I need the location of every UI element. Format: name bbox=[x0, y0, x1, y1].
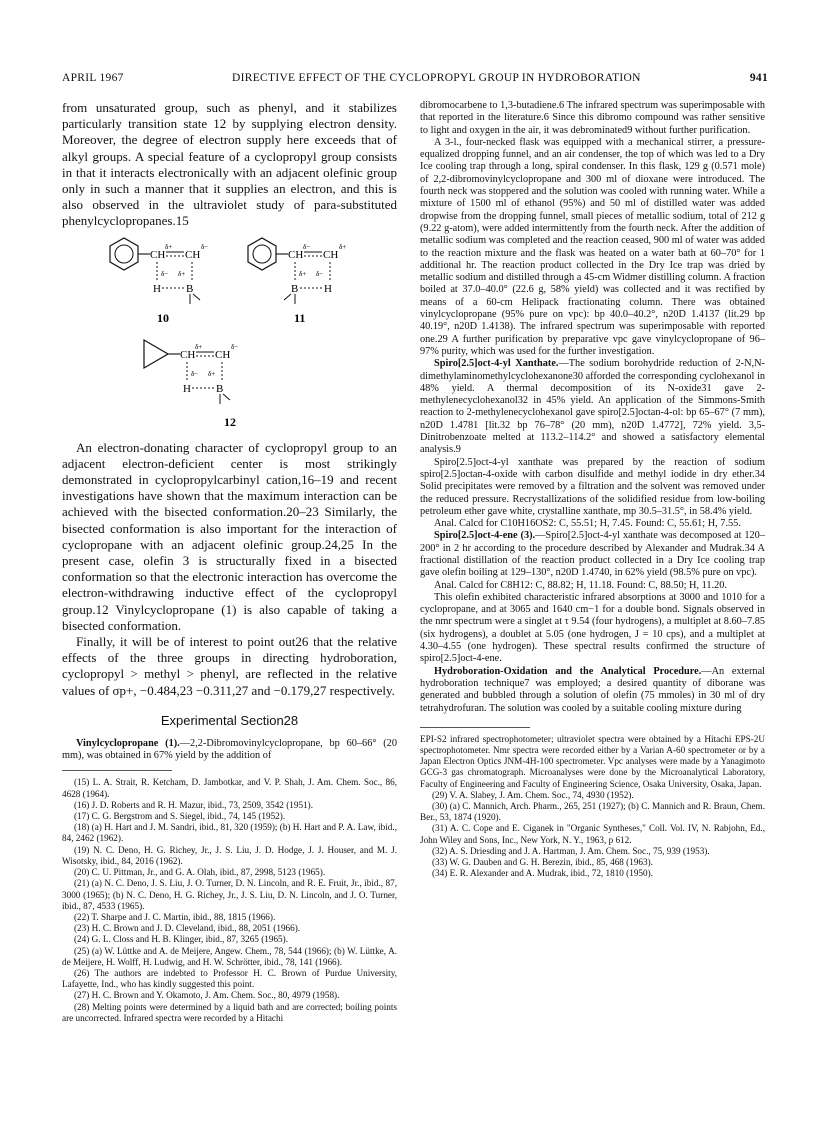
structure-diagram-10-11 bbox=[62, 236, 397, 328]
ref-33: (33) W. G. Dauben and G. H. Berezin, ibid., 85, 468 (1963). bbox=[432, 857, 653, 868]
exp1-heading: Vinylcyclopropane (1). bbox=[76, 737, 180, 749]
page-number: 941 bbox=[749, 72, 768, 84]
right-para-2: A 3-l., four-necked flask was equipped with a mechanical stirrer, a pressure-equalized dropping funnel, and an air condenser, the top of which was led to a Dry Ice cooling trap through a long, spiral condenser. In this flask, 129 g (0.571 mole) of 2,2-dibromovinylcyclopropane and 300 ml of dioxane were introduced. The fourth neck was stoppered and the solution was cooled with running water. While a mixture of 1500 ml of ethanol (95%) and 50 ml of distilled water was added dropwise from the dropping funnel, small pieces of metallic sodium, total of 212 g (9.22 g-atom), were added intermittently from the fourth neck. After the addition of metallic sodium was completed and the reaction ceased, 900 ml of water was added to the reaction mixture and the flask was heated on a water bath at 60–70° for 1 additional hr. The reaction product collected in the Dry Ice trap was dried by metallic sodium and distilled through a 45-cm Widmer distilling column. A fraction boiled at 37.0–40.0° (22.6 g, 58% yield) was collected and it was rectified by means of a 60-cm Helipack fractionating column. There was obtained vinylcyclopropane (95% pure on vpc): bp 40.0–40.2°, n20D 1.4137 (lit.29 bp 40.19°, n20D 1.4138). The infrared spectrum was superimposable with reported one.29 A further purification by preparative vpc gave vinylcyclopropane of 96–97% purity, which was used for the further investigation. bbox=[420, 136, 765, 357]
s10-b: B bbox=[186, 282, 194, 295]
ref-22: (22) T. Sharpe and J. C. Martin, ibid., 88, 1815 (1966). bbox=[74, 911, 276, 922]
running-header bbox=[62, 72, 768, 90]
ref-16: (16) J. D. Roberts and R. H. Mazur, ibid., 73, 2509, 3542 (1951). bbox=[74, 799, 313, 810]
right-para-7: Anal. Calcd for C8H12: C, 88.82; H, 11.18. Found: C, 88.50; H, 11.20. bbox=[434, 579, 727, 591]
octene-text: —Spiro[2.5]oct-4-yl xanthate was decomposed at 120–200° in 2 hr according to the procedure described by Alexander and Mudrak.34 A fractional distillation of the reaction product collected in a Dry Ice cooling trap gave olefin boiling at 129–130°, n20D 1.4740, in 62% yield (98.5% pure on vpc). bbox=[420, 530, 765, 579]
ref-24: (24) G. L. Closs and H. B. Klinger, ibid., 87, 3265 (1965). bbox=[74, 934, 288, 945]
structures-10-11 bbox=[62, 236, 397, 328]
left-para-3: Finally, it will be of interest to point out26 that the relative effects of the three groups in directing hydroboration, cyclopropyl > methyl > phenyl, are reflected in the relative values of σp+, −0.484,23 −0.311,27 and −0.179,27 respectively. bbox=[62, 634, 397, 698]
ref-25: (25) (a) W. Lüttke and A. de Meijere, Angew. Chem., 78, 544 (1966); (b) W. Lüttke, A. de Meijere, H. Wolff, H. Ludwig, and H. W. Schrötter, ibid., 78, 141 (1966). bbox=[62, 945, 397, 967]
right-references bbox=[420, 790, 765, 880]
ref-28: (28) Melting points were determined by a liquid bath and are corrected; boiling points are uncorrected. Infrared spectra were recorded by a Hitachi bbox=[62, 1001, 397, 1023]
s12-ch2: CH bbox=[215, 348, 231, 361]
exp1-text: —2,2-Dibromovinylcyclopropane, bp 60–66° (20 mm), was obtained in 67% yield by the addition of bbox=[62, 737, 397, 762]
right-para-5: Anal. Calcd for C10H16OS2: C, 55.51; H, 7.45. Found: C, 55.61; H, 7.55. bbox=[434, 518, 741, 530]
left-para-1: from unsaturated group, such as phenyl, and it stabilizes particularly transition state 12 by supplying electron density. Moreover, the degree of electron supply here exceeds that of alkyl groups. A special feature of a cyclopropyl group consists in that it interacts electronically with an adjacent olefinic group only in such a manner that it supplies an electron, and this is also observed in the ultraviolet study of para-substituted phenylcyclopropanes.15 bbox=[62, 100, 397, 229]
ref-23: (23) H. C. Brown and J. D. Cleveland, ibid., 88, 2051 (1966). bbox=[74, 923, 301, 934]
header-date: APRIL 1967 bbox=[62, 72, 124, 84]
s12-b: B bbox=[216, 382, 224, 395]
s12-label: 12 bbox=[224, 414, 236, 429]
ref-26: (26) The authors are indebted to Professor H. C. Brown of Purdue University, Lafayette, Ind., who has kindly suggested this point. bbox=[62, 967, 397, 990]
s12-dplus: δ+ bbox=[195, 342, 203, 351]
xanthate-text: —The sodium borohydride reduction of 2-N,N-dimethylaminomethylcyclohexanone30 afforded the corresponding cyclohexanol in 48% yield. A thermal decomposition of its N-oxide31 gave 2-methylenecyclohexanol32 in 45% yield. An application of the Simmons-Smith reaction to 2-methylenecyclohexanol gave spiro[2.5]octan-4-ol: bp 65–67° (7 mm), n20D 1.4781 [lit.32 bp 76–78° (20 mm), n20D 1.4772], 72% yield. 3,5-Dinitrobenzoate melted at 113.2–114.2° and showed a satisfactory elemental analysis.9 bbox=[420, 358, 765, 456]
left-references bbox=[62, 777, 397, 1023]
s12-h-dminus: δ− bbox=[191, 369, 199, 378]
s12-h: H bbox=[183, 382, 191, 395]
s10-ch2: CH bbox=[185, 248, 201, 261]
ref-18: (18) (a) H. Hart and J. M. Sandri, ibid., 81, 320 (1959); (b) H. Hart and P. A. Law, ibid., 84, 2462 (1962). bbox=[62, 822, 397, 844]
ref-21: (21) (a) N. C. Deno, J. S. Liu, J. O. Turner, D. N. Lincoln, and R. E. Fruit, Jr., ibid., 87, 3000 (1965); (b) N. C. Deno, H. G. Richey, Jr., J. S. Liu, D. N. Lincoln, and J. O. Turner, ibid., 87, 4533 (1965). bbox=[62, 878, 397, 911]
xanthate-heading: Spiro[2.5]oct-4-yl Xanthate. bbox=[434, 358, 559, 370]
hydroboration-text: —An external hydroboration technique7 was employed; a desired quantity of diborane was generated and bubbled through a solution of olefin (75 mmoles) in 30 ml of dry tetrahydrofuran. The solution was cooled by a suitable cooling mixture during bbox=[420, 665, 765, 714]
s11-label: 11 bbox=[294, 310, 306, 325]
right-para-3 bbox=[420, 358, 765, 456]
s11-b-dplus: δ+ bbox=[299, 269, 307, 278]
ref-31: (31) A. C. Cope and E. Ciganek in "Organic Syntheses," Coll. Vol. IV, N. Rabjohn, Ed., John Wiley and Sons, Inc., New York, N. Y., 1963, p 612. bbox=[420, 823, 765, 845]
structure-diagram-12 bbox=[62, 334, 397, 434]
s10-b-dplus: δ+ bbox=[178, 269, 186, 278]
s11-h: H bbox=[324, 282, 332, 295]
footnote-rule bbox=[62, 770, 172, 771]
right-para-4: Spiro[2.5]oct-4-yl xanthate was prepared by the reaction of sodium spiro[2.5]octan-4-oxide with carbon disulfide and methyl iodide in dry ether.34 Solid precipitates were removed by a filtration and the solvent was removed under the reduced pressure. Recrystallizations of the solidified residue from low-boiling petroleum ether gave white, crystalline xanthate, mp 30.5–31.5°, in 58.4% yield. bbox=[420, 456, 765, 517]
s11-dplus: δ+ bbox=[339, 242, 347, 251]
s11-h-dminus: δ− bbox=[316, 269, 324, 278]
ref-34: (34) E. R. Alexander and A. Mudrak, ibid., 72, 1810 (1950). bbox=[432, 868, 653, 879]
s10-label: 10 bbox=[157, 310, 169, 325]
right-para-8: This olefin exhibited characteristic infrared absorptions at 3000 and 1010 for a cyclopropane, and at 3065 and 1640 cm−1 for a double bond. Signals observed in the nmr spectrum were a singlet at τ 9.54 (four hydrogens), a multiplet at 8.60–7.85 (six hydrogens), a doublet at 5.05 (one hydrogen, J = 10 cps), and a multiplet at 4.30–4.55 (one hydrogen). These spectral results confirmed the structure of spiro[2.5]oct-4-ene. bbox=[420, 591, 765, 665]
ref-15: (15) L. A. Strait, R. Ketcham, D. Jambotkar, and V. P. Shah, J. Am. Chem. Soc., 86, 4628 (1964). bbox=[62, 777, 397, 799]
s10-h-dminus: δ− bbox=[161, 269, 169, 278]
structure-12-block bbox=[62, 334, 397, 434]
footnote-28-continued: EPI-S2 infrared spectrophotometer; ultraviolet spectra were obtained by a Hitachi EPS-2U spectrophotometer. Nmr spectra were recorded either by a Varian A-60 spectrometer or by a Japan Electron Optics JNM-4H-100 spectrometer. Vpc analyses were made by a Yanagimoto GCG-3 gas chromatograph. Microanalyses were done by the Microanalytical Laboratory, Faculty of Engineering and Faculty of Engineering Science, Osaka University, Osaka, Japan. bbox=[420, 733, 765, 789]
s12-ch1: CH bbox=[180, 348, 196, 361]
s10-h: H bbox=[153, 282, 161, 295]
hydroboration-heading: Hydroboration-Oxidation and the Analytical Procedure. bbox=[434, 665, 702, 677]
section-heading: Experimental Section28 bbox=[160, 712, 299, 728]
ref-32: (32) A. S. Driesding and J. A. Hartman, J. Am. Chem. Soc., 75, 939 (1953). bbox=[432, 845, 710, 856]
right-para-9 bbox=[420, 666, 765, 715]
ref-19: (19) N. C. Deno, H. G. Richey, Jr., J. S. Liu, J. D. Hodge, J. J. Houser, and M. J. Wisotsky, ibid., 84, 2016 (1962). bbox=[62, 844, 397, 866]
left-column bbox=[62, 100, 397, 1024]
s10-ch1: CH bbox=[150, 248, 166, 261]
ref-27: (27) H. C. Brown and Y. Okamoto, J. Am. Chem. Soc., 80, 4979 (1958). bbox=[74, 990, 340, 1001]
right-para-1: dibromocarbene to 1,3-butadiene.6 The infrared spectrum was superimposable with that reported in the literature.6 Since this dibromo compound was rather sensitive to light and oxygen in the air, it was debrominated9 without further purification. bbox=[420, 100, 765, 136]
s11-ch1: CH bbox=[288, 248, 304, 261]
s12-b-dplus: δ+ bbox=[208, 369, 216, 378]
structure-12 bbox=[144, 340, 238, 429]
s10-dminus: δ− bbox=[201, 242, 209, 251]
ref-17: (17) C. G. Bergstrom and S. Siegel, ibid., 74, 145 (1952). bbox=[74, 811, 286, 822]
ref-20: (20) C. U. Pittman, Jr., and G. A. Olah, ibid., 87, 2998, 5123 (1965). bbox=[74, 867, 326, 878]
header-title: DIRECTIVE EFFECT OF THE CYCLOPROPYL GROUP IN HYDROBORATION bbox=[232, 72, 641, 84]
right-para-6 bbox=[420, 530, 765, 579]
s11-dminus: δ− bbox=[303, 242, 311, 251]
ref-29: (29) V. A. Slabey, J. Am. Chem. Soc., 74, 4930 (1952). bbox=[432, 789, 634, 800]
left-para-2: An electron-donating character of cyclopropyl group to an adjacent electron-deficient center is most strikingly demonstrated in cyclopropylcarbinyl cation,16–19 and recent investigations have shown that the maximum interaction can be achieved with the bisected conformation.20–23 Similarly, the bisected conformation is also important for the interaction of cyclopropane with an adjacent olefinic group.24,25 In the present case, olefin 3 is structurally fixed in a bisected conformation so that the electronic interaction has overcome the electron-withdrawing inductive effect of the cyclopropyl group.12 Vinylcyclopropane (1) is also capable of taking a bisected conformation. bbox=[62, 439, 397, 633]
s11-b: B bbox=[291, 282, 299, 295]
s10-dplus: δ+ bbox=[165, 242, 173, 251]
s12-dminus: δ− bbox=[231, 342, 239, 351]
right-footnote-rule bbox=[420, 727, 530, 728]
right-column bbox=[420, 100, 765, 879]
exp-vinylcyclopropane bbox=[62, 738, 397, 763]
structure-10 bbox=[110, 238, 208, 325]
structure-11 bbox=[248, 238, 346, 325]
octene-heading: Spiro[2.5]oct-4-ene (3). bbox=[434, 530, 536, 542]
s11-ch2: CH bbox=[323, 248, 339, 261]
ref-30: (30) (a) C. Mannich, Arch. Pharm., 265, 251 (1927); (b) C. Mannich and R. Braun, Chem. Ber., 53, 1874 (1920). bbox=[420, 801, 765, 823]
